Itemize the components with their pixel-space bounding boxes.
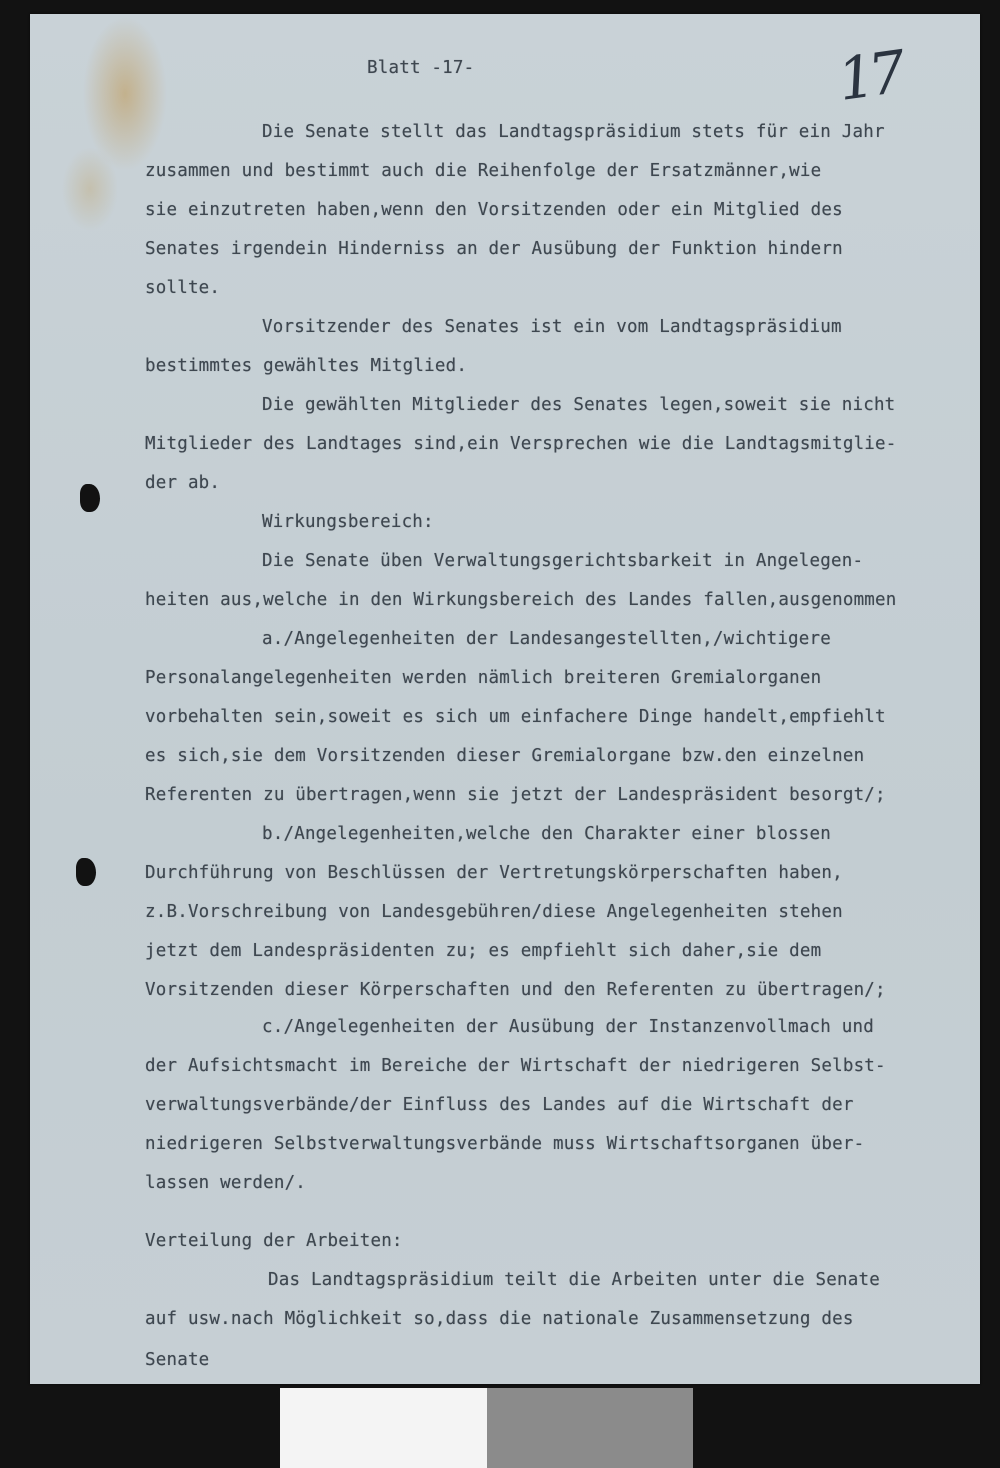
text-line: lassen werden/. [145,1173,307,1193]
text-line: niedrigeren Selbstverwaltungsverbände muss Wirtschaftsorganen über- [145,1134,865,1154]
scan-calibration-gray [487,1388,693,1468]
text-line: Die gewählten Mitglieder des Senates legen,soweit sie nicht [262,395,896,415]
text-line: c./Angelegenheiten der Ausübung der Instanzenvollmach und [262,1017,874,1037]
text-line: der Aufsichtsmacht im Bereiche der Wirtschaft der niedrigeren Selbst- [145,1056,886,1076]
text-line: Das Landtagspräsidium teilt die Arbeiten unter die Senate [268,1270,880,1290]
text-line: Die Senate stellt das Landtagspräsidium stets für ein Jahr [262,122,885,142]
text-line: vorbehalten sein,soweit es sich um einfachere Dinge handelt,empfiehlt [145,707,886,727]
section-heading: Verteilung der Arbeiten: [145,1231,403,1251]
text-line: Durchführung von Beschlüssen der Vertretungskörperschaften haben, [145,863,843,883]
text-line: sie einzutreten haben,wenn den Vorsitzenden oder ein Mitglied des [145,200,843,220]
section-heading: Wirkungsbereich: [262,512,434,532]
text-line: Referenten zu übertragen,wenn sie jetzt der Landespräsident besorgt/; [145,785,886,805]
punch-hole-bottom [76,858,96,886]
page-header: Blatt -17- [367,58,475,78]
text-line: bestimmtes gewähltes Mitglied. [145,356,468,376]
text-line: sollte. [145,278,221,298]
text-line: Senate [145,1350,210,1370]
text-line: a./Angelegenheiten der Landesangestellten,/wichtigere [262,629,832,649]
text-line: verwaltungsverbände/der Einfluss des Landes auf die Wirtschaft der [145,1095,854,1115]
punch-hole-top [80,484,100,512]
text-line: der ab. [145,473,221,493]
text-line: Vorsitzender des Senates ist ein vom Landtagspräsidium [262,317,842,337]
text-line: Die Senate üben Verwaltungsgerichtsbarkeit in Angelegen- [262,551,864,571]
text-line: Vorsitzenden dieser Körperschaften und den Referenten zu übertragen/; [145,980,886,1000]
text-line: auf usw.nach Möglichkeit so,dass die nationale Zusammensetzung des [145,1309,854,1329]
scan-calibration-white [280,1388,487,1468]
text-line: Personalangelegenheiten werden nämlich breiteren Gremialorganen [145,668,822,688]
text-line: b./Angelegenheiten,welche den Charakter einer blossen [262,824,832,844]
text-line: jetzt dem Landespräsidenten zu; es empfiehlt sich daher,sie dem [145,941,822,961]
text-line: Mitglieder des Landtages sind,ein Versprechen wie die Landtagsmitglie- [145,434,897,454]
text-line: Senates irgendein Hinderniss an der Ausübung der Funktion hindern [145,239,843,259]
text-line: z.B.Vorschreibung von Landesgebühren/diese Angelegenheiten stehen [145,902,843,922]
text-line: zusammen und bestimmt auch die Reihenfolge der Ersatzmänner,wie [145,161,822,181]
handwritten-page-number: 17 [833,38,905,114]
text-line: es sich,sie dem Vorsitzenden dieser Gremialorgane bzw.den einzelnen [145,746,865,766]
text-line: heiten aus,welche in den Wirkungsbereich des Landes fallen,ausgenommen [145,590,897,610]
